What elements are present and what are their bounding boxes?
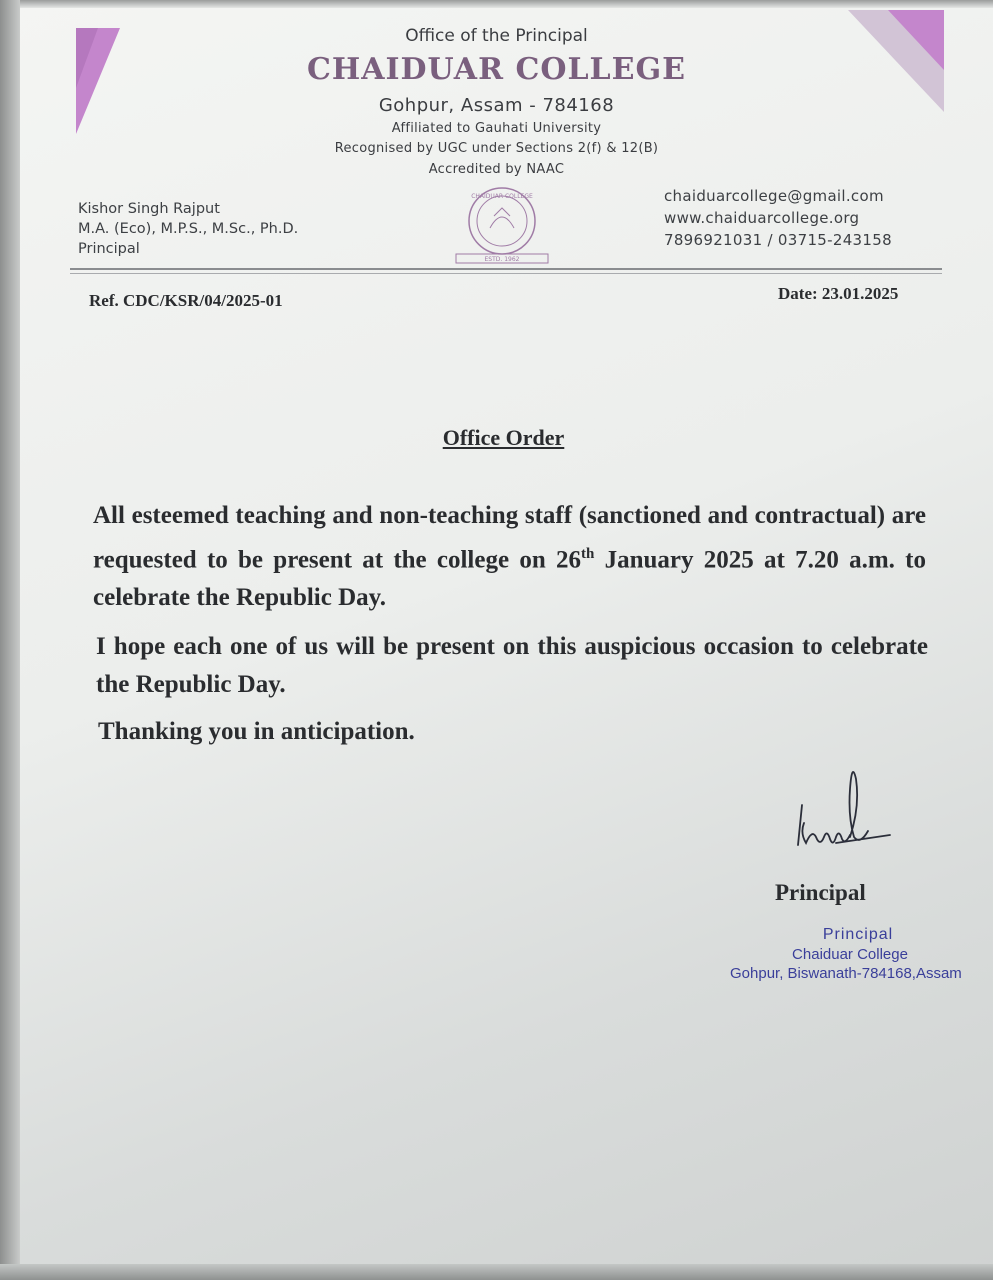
- college-seal-icon: [452, 186, 552, 266]
- seal-arc-text: CHAIDUAR COLLEGE: [471, 193, 533, 200]
- para1-text-b: January 2025 at 7.20 a.m. to celebrate the Republic Day.: [93, 546, 926, 612]
- stamp-line-3: Gohpur, Biswanath-784168,Assam: [730, 965, 962, 982]
- header-divider-thin: [70, 273, 942, 274]
- stamp-line-1: Principal: [822, 926, 894, 943]
- contact-website: www.chaiduarcollege.org: [664, 209, 860, 227]
- principal-designation: Principal: [78, 241, 140, 257]
- header-divider: [70, 268, 942, 270]
- principal-name: Kishor Singh Rajput: [78, 201, 220, 217]
- order-paragraph-2: I hope each one of us will be present on this auspicious occasion to celebrate the Republic Day.: [96, 633, 928, 698]
- naac-accreditation-line: Accredited by NAAC: [428, 162, 565, 177]
- office-heading: Office of the Principal: [405, 26, 588, 46]
- ugc-recognition-line: Recognised by UGC under Sections 2(f) & 12(B): [334, 141, 659, 156]
- seal-estd: ESTD. 1962: [484, 256, 520, 263]
- principal-stamp: [730, 926, 970, 982]
- college-name: CHAIDUAR COLLEGE: [307, 52, 686, 87]
- reference-number: Ref. CDC/KSR/04/2025-01: [89, 291, 283, 310]
- contact-phone: 7896921031 / 03715-243158: [664, 231, 892, 249]
- stamp-line-2: Chaiduar College: [792, 946, 908, 963]
- college-address: Gohpur, Assam - 784168: [378, 95, 615, 116]
- signatory-title: Principal: [775, 880, 866, 905]
- para1-text-a: All esteemed teaching and non-teaching staff (sanctioned and contractual) are requested to be present at the college on 26: [93, 502, 926, 574]
- principal-qualifications: M.A. (Eco), M.P.S., M.Sc., Ph.D.: [78, 221, 299, 237]
- letter-date: Date: 23.01.2025: [778, 284, 899, 303]
- affiliation-line: Affiliated to Gauhati University: [391, 121, 602, 136]
- page-edge-top: [0, 0, 993, 8]
- contact-email: chaiduarcollege@gmail.com: [664, 187, 884, 205]
- order-title: Office Order: [442, 425, 565, 450]
- principal-info: [78, 199, 298, 259]
- page-edge-bottom: [0, 1264, 993, 1280]
- order-closing: Thanking you in anticipation.: [98, 718, 415, 745]
- contact-info: [664, 185, 892, 251]
- para1-superscript: th: [580, 546, 595, 562]
- order-paragraph-1: [93, 497, 926, 617]
- page-edge-left: [0, 0, 20, 1280]
- signature-icon: [790, 765, 900, 865]
